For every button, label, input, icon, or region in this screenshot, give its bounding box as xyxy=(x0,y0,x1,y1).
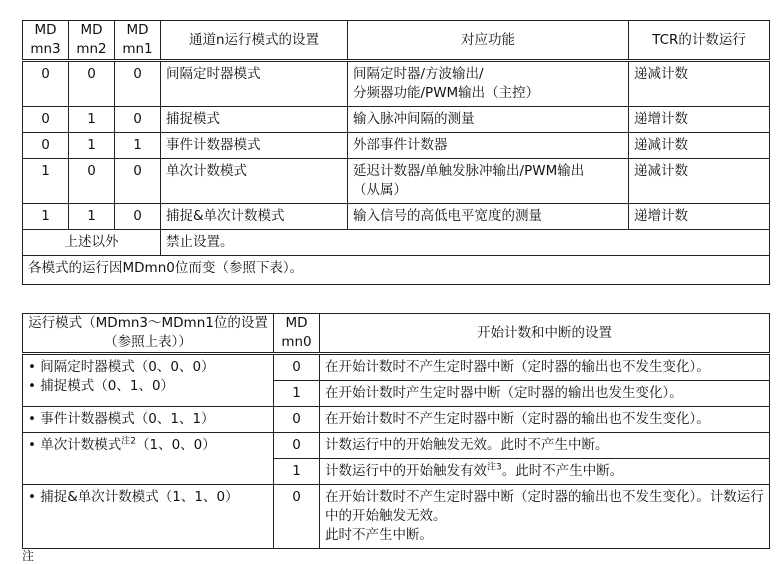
cell-md2: 1 xyxy=(69,107,115,133)
mode-one-count xyxy=(28,436,268,455)
start-interrupt-table xyxy=(22,313,770,549)
cell-md2: 0 xyxy=(69,159,115,204)
cell-function: 输入脉冲间隔的测量 xyxy=(348,107,629,133)
cell-setting: 事件计数器模式 xyxy=(161,133,348,159)
cell-md2: 1 xyxy=(69,133,115,159)
cell-md1: 1 xyxy=(115,133,161,159)
cell-tcr: 递减计数 xyxy=(629,159,770,204)
cell-tcr: 递减计数 xyxy=(629,61,770,107)
channel-mode-table xyxy=(22,20,770,285)
header-function: 对应功能 xyxy=(348,21,629,61)
table1-header-row xyxy=(23,21,770,61)
cell-md0: 0 xyxy=(274,433,320,459)
cell-md0: 0 xyxy=(274,485,320,549)
mode-one-count-bits: （1、0、0） xyxy=(136,437,216,453)
table1-footer: 各模式的运行因MDmn0位而变（参照下表）。 xyxy=(23,256,770,285)
cell-setting: 间隔定时器模式 xyxy=(161,61,348,107)
header-mdmn0: MD mn0 xyxy=(274,314,320,354)
table-row xyxy=(23,133,770,159)
table-row xyxy=(23,61,770,107)
setting-text-post: 。此时不产生中断。 xyxy=(501,463,624,479)
setting-text-pre: 计数运行中的开始触发有效 xyxy=(325,463,487,479)
cell-md0: 1 xyxy=(274,381,320,407)
mode-interval-timer: • 间隔定时器模式（0、0、0） xyxy=(28,358,268,377)
note-ref-3: 注3 xyxy=(487,462,502,473)
table-row xyxy=(23,354,770,381)
cell-mode-event-counter: • 事件计数器模式（0、1、1） xyxy=(23,407,274,433)
cell-md3: 0 xyxy=(23,133,69,159)
table-row xyxy=(23,204,770,230)
header-tcr: TCR的计数运行 xyxy=(629,21,770,61)
table-row xyxy=(23,159,770,204)
cell-md2: 1 xyxy=(69,204,115,230)
header-mdmn1: MD mn1 xyxy=(115,21,161,61)
cell-function: 间隔定时器/方波输出/ 分频器功能/PWM输出（主控） xyxy=(348,61,629,107)
cell-setting: 计数运行中的开始触发无效。此时不产生中断。 xyxy=(320,433,770,459)
cell-function: 输入信号的高低电平宽度的测量 xyxy=(348,204,629,230)
cell-other-value: 禁止设置。 xyxy=(161,230,770,256)
cell-setting: 在开始计数时产生定时器中断（定时器的输出也发生变化）。 xyxy=(320,381,770,407)
header-start-setting: 开始计数和中断的设置 xyxy=(320,314,770,354)
cell-md0: 0 xyxy=(274,407,320,433)
cell-md1: 0 xyxy=(115,61,161,107)
header-mode-setting: 通道n运行模式的设置 xyxy=(161,21,348,61)
table-row xyxy=(23,107,770,133)
cell-setting xyxy=(320,459,770,485)
table-row-other xyxy=(23,230,770,256)
note-fragment: 注 xyxy=(22,549,35,563)
mode-one-count-label: 单次计数模式 xyxy=(40,437,122,453)
cell-md1: 0 xyxy=(115,107,161,133)
cell-md3: 0 xyxy=(23,61,69,107)
cell-md1: 0 xyxy=(115,159,161,204)
cell-md3: 1 xyxy=(23,204,69,230)
cell-md3: 1 xyxy=(23,159,69,204)
table-row xyxy=(23,485,770,549)
header-mdmn3: MD mn3 xyxy=(23,21,69,61)
cell-setting: 在开始计数时不产生定时器中断（定时器的输出也不发生变化）。 xyxy=(320,354,770,381)
table-footer-row xyxy=(23,256,770,285)
table2-header-row xyxy=(23,314,770,354)
cell-tcr: 递减计数 xyxy=(629,133,770,159)
table-row xyxy=(23,407,770,433)
cell-mode-group1 xyxy=(23,354,274,407)
header-operation-mode: 运行模式（MDmn3～MDmn1位的设置（参照上表）） xyxy=(23,314,274,354)
cell-md3: 0 xyxy=(23,107,69,133)
cell-setting: 在开始计数时不产生定时器中断（定时器的输出也不发生变化）。计数运行中的开始触发无效。 此时不产生中断。 xyxy=(320,485,770,549)
cell-tcr: 递增计数 xyxy=(629,107,770,133)
cell-other-label: 上述以外 xyxy=(23,230,161,256)
cell-setting: 捕捉模式 xyxy=(161,107,348,133)
cell-function: 外部事件计数器 xyxy=(348,133,629,159)
cell-mode-one-count xyxy=(23,433,274,485)
cell-setting: 单次计数模式 xyxy=(161,159,348,204)
header-mdmn2: MD mn2 xyxy=(69,21,115,61)
cell-setting: 捕捉&单次计数模式 xyxy=(161,204,348,230)
cell-mode-capture-one-count: • 捕捉&单次计数模式（1、1、0） xyxy=(23,485,274,549)
note-ref-2: 注2 xyxy=(121,436,136,447)
cell-md0: 0 xyxy=(274,354,320,381)
cell-setting: 在开始计数时不产生定时器中断（定时器的输出也不发生变化）。 xyxy=(320,407,770,433)
cell-function: 延迟计数器/单触发脉冲输出/PWM输出 （从属） xyxy=(348,159,629,204)
cell-md1: 0 xyxy=(115,204,161,230)
cell-md0: 1 xyxy=(274,459,320,485)
cell-md2: 0 xyxy=(69,61,115,107)
table-row xyxy=(23,433,770,459)
cell-tcr: 递增计数 xyxy=(629,204,770,230)
mode-capture: • 捕捉模式（0、1、0） xyxy=(28,377,268,396)
